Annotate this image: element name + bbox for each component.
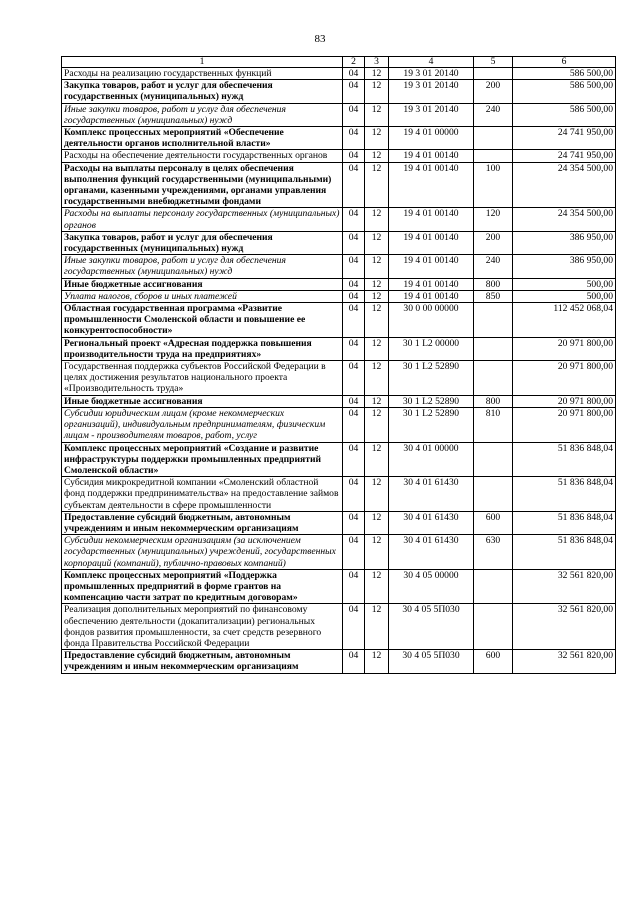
- table-row: [62, 395, 616, 407]
- table-row: [62, 278, 616, 290]
- row-amount-cell: 586 500,00: [513, 103, 616, 126]
- table-row: [62, 80, 616, 103]
- row-name-cell: Предоставление субсидий бюджетным, автономным учреждениям и иным некоммерческим организациям: [62, 511, 343, 534]
- header-col-1: 1: [62, 57, 343, 68]
- row-subsection-cell: 12: [365, 127, 389, 150]
- row-name-cell: Субсидии некоммерческим организациям (за исключением государственных (муниципальных) учреждений, государственных корпораций (компаний), публично-правовых компаний): [62, 535, 343, 570]
- row-name-cell: Иные бюджетные ассигнования: [62, 278, 343, 290]
- row-target-article-cell: 19 3 01 20140: [389, 80, 474, 103]
- row-subsection-cell: 12: [365, 103, 389, 126]
- row-subsection-cell: 12: [365, 407, 389, 442]
- row-expense-type-cell: [474, 150, 513, 162]
- row-name-cell: Субсидия микрокредитной компании «Смоленский областной фонд поддержки предпринимательства» на предоставление займов субъектам деятельности в сфере промышленности: [62, 477, 343, 512]
- row-section-cell: 04: [343, 337, 365, 360]
- row-name-cell: Реализация дополнительных мероприятий по финансовому обеспечению деятельности (докапитализации) региональных фондов развития промышленности, за счет средств резервного фонда Правительства Российской Федерации: [62, 604, 343, 650]
- header-col-4: 4: [389, 57, 474, 68]
- row-name-cell: Закупка товаров, работ и услуг для обеспечения государственных (муниципальных) нужд: [62, 80, 343, 103]
- row-expense-type-cell: 800: [474, 278, 513, 290]
- row-name-cell: Государственная поддержка субъектов Российской Федерации в целях достижения результатов национального проекта «Производительность труда»: [62, 361, 343, 396]
- row-amount-cell: 51 836 848,04: [513, 442, 616, 477]
- row-target-article-cell: 19 4 01 00000: [389, 127, 474, 150]
- row-target-article-cell: 19 4 01 00140: [389, 208, 474, 231]
- table-row: [62, 511, 616, 534]
- row-target-article-cell: 19 3 01 20140: [389, 68, 474, 80]
- row-name-cell: Комплекс процессных мероприятий «Поддержка промышленных предприятий в форме грантов на компенсацию части затрат по кредитным договорам»: [62, 569, 343, 604]
- table-row: [62, 407, 616, 442]
- row-amount-cell: 386 950,00: [513, 255, 616, 278]
- row-expense-type-cell: 600: [474, 511, 513, 534]
- row-amount-cell: 51 836 848,04: [513, 477, 616, 512]
- row-subsection-cell: 12: [365, 80, 389, 103]
- table-row: [62, 337, 616, 360]
- row-section-cell: 04: [343, 650, 365, 673]
- table-row: [62, 150, 616, 162]
- table-row: [62, 127, 616, 150]
- row-subsection-cell: 12: [365, 361, 389, 396]
- row-subsection-cell: 12: [365, 162, 389, 208]
- row-expense-type-cell: [474, 303, 513, 338]
- row-section-cell: 04: [343, 127, 365, 150]
- row-subsection-cell: 12: [365, 477, 389, 512]
- row-section-cell: 04: [343, 231, 365, 254]
- row-expense-type-cell: [474, 127, 513, 150]
- row-amount-cell: 24 354 500,00: [513, 208, 616, 231]
- row-amount-cell: 500,00: [513, 278, 616, 290]
- row-expense-type-cell: 630: [474, 535, 513, 570]
- row-name-cell: Субсидии юридическим лицам (кроме некоммерческих организаций), индивидуальным предпринимателям, физическим лицам - производителям товаров, работ, услуг: [62, 407, 343, 442]
- row-section-cell: 04: [343, 290, 365, 302]
- table-row: [62, 650, 616, 673]
- row-expense-type-cell: [474, 604, 513, 650]
- row-expense-type-cell: [474, 569, 513, 604]
- row-section-cell: 04: [343, 407, 365, 442]
- row-subsection-cell: 12: [365, 231, 389, 254]
- row-amount-cell: 112 452 068,04: [513, 303, 616, 338]
- header-col-2: 2: [343, 57, 365, 68]
- row-amount-cell: 24 741 950,00: [513, 127, 616, 150]
- row-expense-type-cell: 240: [474, 255, 513, 278]
- row-name-cell: Расходы на реализацию государственных функций: [62, 68, 343, 80]
- table-row: [62, 303, 616, 338]
- row-name-cell: Комплекс процессных мероприятий «Обеспечение деятельности органов исполнительной власти»: [62, 127, 343, 150]
- row-subsection-cell: 12: [365, 68, 389, 80]
- row-target-article-cell: 30 4 01 61430: [389, 511, 474, 534]
- table-row: [62, 477, 616, 512]
- row-name-cell: Закупка товаров, работ и услуг для обеспечения государственных (муниципальных) нужд: [62, 231, 343, 254]
- row-target-article-cell: 30 4 01 00000: [389, 442, 474, 477]
- row-target-article-cell: 30 1 L2 52890: [389, 395, 474, 407]
- row-expense-type-cell: 800: [474, 395, 513, 407]
- row-target-article-cell: 19 4 01 00140: [389, 255, 474, 278]
- row-section-cell: 04: [343, 442, 365, 477]
- row-amount-cell: 586 500,00: [513, 80, 616, 103]
- row-subsection-cell: 12: [365, 395, 389, 407]
- row-target-article-cell: 19 3 01 20140: [389, 103, 474, 126]
- table-row: [62, 208, 616, 231]
- row-expense-type-cell: 100: [474, 162, 513, 208]
- row-name-cell: Иные закупки товаров, работ и услуг для обеспечения государственных (муниципальных) нужд: [62, 255, 343, 278]
- row-section-cell: 04: [343, 278, 365, 290]
- table-row: [62, 103, 616, 126]
- row-name-cell: Комплекс процессных мероприятий «Создание и развитие инфраструктуры поддержки промышленных предприятий Смоленской области»: [62, 442, 343, 477]
- row-subsection-cell: 12: [365, 442, 389, 477]
- row-expense-type-cell: 600: [474, 650, 513, 673]
- page-number: 83: [314, 33, 326, 45]
- row-amount-cell: 32 561 820,00: [513, 650, 616, 673]
- row-name-cell: Областная государственная программа «Развитие промышленности Смоленской области и повышение ее конкурентоспособности»: [62, 303, 343, 338]
- row-amount-cell: 32 561 820,00: [513, 569, 616, 604]
- row-subsection-cell: 12: [365, 303, 389, 338]
- table-header-row: [62, 57, 616, 68]
- row-amount-cell: 51 836 848,04: [513, 535, 616, 570]
- row-target-article-cell: 19 4 01 00140: [389, 150, 474, 162]
- table-row: [62, 255, 616, 278]
- row-subsection-cell: 12: [365, 208, 389, 231]
- row-target-article-cell: 19 4 01 00140: [389, 231, 474, 254]
- row-name-cell: Предоставление субсидий бюджетным, автономным учреждениям и иным некоммерческим организациям: [62, 650, 343, 673]
- row-amount-cell: 386 950,00: [513, 231, 616, 254]
- row-expense-type-cell: 240: [474, 103, 513, 126]
- row-target-article-cell: 19 4 01 00140: [389, 290, 474, 302]
- row-expense-type-cell: 120: [474, 208, 513, 231]
- row-amount-cell: 20 971 800,00: [513, 361, 616, 396]
- row-section-cell: 04: [343, 303, 365, 338]
- row-name-cell: Иные бюджетные ассигнования: [62, 395, 343, 407]
- row-expense-type-cell: [474, 361, 513, 396]
- row-section-cell: 04: [343, 395, 365, 407]
- row-subsection-cell: 12: [365, 150, 389, 162]
- header-col-6: 6: [513, 57, 616, 68]
- row-subsection-cell: 12: [365, 255, 389, 278]
- row-subsection-cell: 12: [365, 511, 389, 534]
- row-subsection-cell: 12: [365, 650, 389, 673]
- row-section-cell: 04: [343, 103, 365, 126]
- row-name-cell: Расходы на выплаты персоналу государственных (муниципальных) органов: [62, 208, 343, 231]
- row-section-cell: 04: [343, 162, 365, 208]
- table-row: [62, 361, 616, 396]
- budget-table-body: [62, 57, 616, 674]
- row-target-article-cell: 30 4 01 61430: [389, 477, 474, 512]
- row-amount-cell: 20 971 800,00: [513, 395, 616, 407]
- table-row: [62, 290, 616, 302]
- row-amount-cell: 500,00: [513, 290, 616, 302]
- row-amount-cell: 32 561 820,00: [513, 604, 616, 650]
- table-row: [62, 68, 616, 80]
- row-target-article-cell: 30 1 L2 52890: [389, 361, 474, 396]
- header-col-3: 3: [365, 57, 389, 68]
- row-name-cell: Региональный проект «Адресная поддержка повышения производительности труда на предприятиях»: [62, 337, 343, 360]
- row-section-cell: 04: [343, 511, 365, 534]
- row-amount-cell: 20 971 800,00: [513, 337, 616, 360]
- row-name-cell: Уплата налогов, сборов и иных платежей: [62, 290, 343, 302]
- row-subsection-cell: 12: [365, 569, 389, 604]
- row-target-article-cell: 19 4 01 00140: [389, 278, 474, 290]
- row-section-cell: 04: [343, 604, 365, 650]
- row-subsection-cell: 12: [365, 535, 389, 570]
- row-amount-cell: 51 836 848,04: [513, 511, 616, 534]
- row-subsection-cell: 12: [365, 604, 389, 650]
- row-expense-type-cell: 200: [474, 80, 513, 103]
- row-subsection-cell: 12: [365, 337, 389, 360]
- table-row: [62, 442, 616, 477]
- table-row: [62, 535, 616, 570]
- table-row: [62, 162, 616, 208]
- row-amount-cell: 24 354 500,00: [513, 162, 616, 208]
- row-target-article-cell: 30 1 L2 52890: [389, 407, 474, 442]
- table-row: [62, 231, 616, 254]
- table-row: [62, 604, 616, 650]
- row-expense-type-cell: [474, 68, 513, 80]
- row-name-cell: Расходы на обеспечение деятельности государственных органов: [62, 150, 343, 162]
- row-section-cell: 04: [343, 361, 365, 396]
- row-section-cell: 04: [343, 569, 365, 604]
- row-target-article-cell: 30 0 00 00000: [389, 303, 474, 338]
- row-section-cell: 04: [343, 80, 365, 103]
- row-name-cell: Иные закупки товаров, работ и услуг для обеспечения государственных (муниципальных) нужд: [62, 103, 343, 126]
- row-target-article-cell: 30 4 05 5П030: [389, 604, 474, 650]
- row-target-article-cell: 30 4 05 5П030: [389, 650, 474, 673]
- row-expense-type-cell: 200: [474, 231, 513, 254]
- row-expense-type-cell: [474, 442, 513, 477]
- header-col-5: 5: [474, 57, 513, 68]
- row-expense-type-cell: 810: [474, 407, 513, 442]
- row-target-article-cell: 30 1 L2 00000: [389, 337, 474, 360]
- row-amount-cell: 20 971 800,00: [513, 407, 616, 442]
- row-section-cell: 04: [343, 150, 365, 162]
- row-section-cell: 04: [343, 477, 365, 512]
- row-amount-cell: 586 500,00: [513, 68, 616, 80]
- row-target-article-cell: 30 4 01 61430: [389, 535, 474, 570]
- row-expense-type-cell: [474, 337, 513, 360]
- row-subsection-cell: 12: [365, 290, 389, 302]
- row-expense-type-cell: 850: [474, 290, 513, 302]
- row-amount-cell: 24 741 950,00: [513, 150, 616, 162]
- row-target-article-cell: 30 4 05 00000: [389, 569, 474, 604]
- budget-table: [61, 56, 616, 674]
- row-subsection-cell: 12: [365, 278, 389, 290]
- row-target-article-cell: 19 4 01 00140: [389, 162, 474, 208]
- row-section-cell: 04: [343, 535, 365, 570]
- row-name-cell: Расходы на выплаты персоналу в целях обеспечения выполнения функций государственными (муниципальными) органами, казенными учреждениями, органами управления государственными внебюджетными фондами: [62, 162, 343, 208]
- table-row: [62, 569, 616, 604]
- row-section-cell: 04: [343, 208, 365, 231]
- row-section-cell: 04: [343, 255, 365, 278]
- row-expense-type-cell: [474, 477, 513, 512]
- row-section-cell: 04: [343, 68, 365, 80]
